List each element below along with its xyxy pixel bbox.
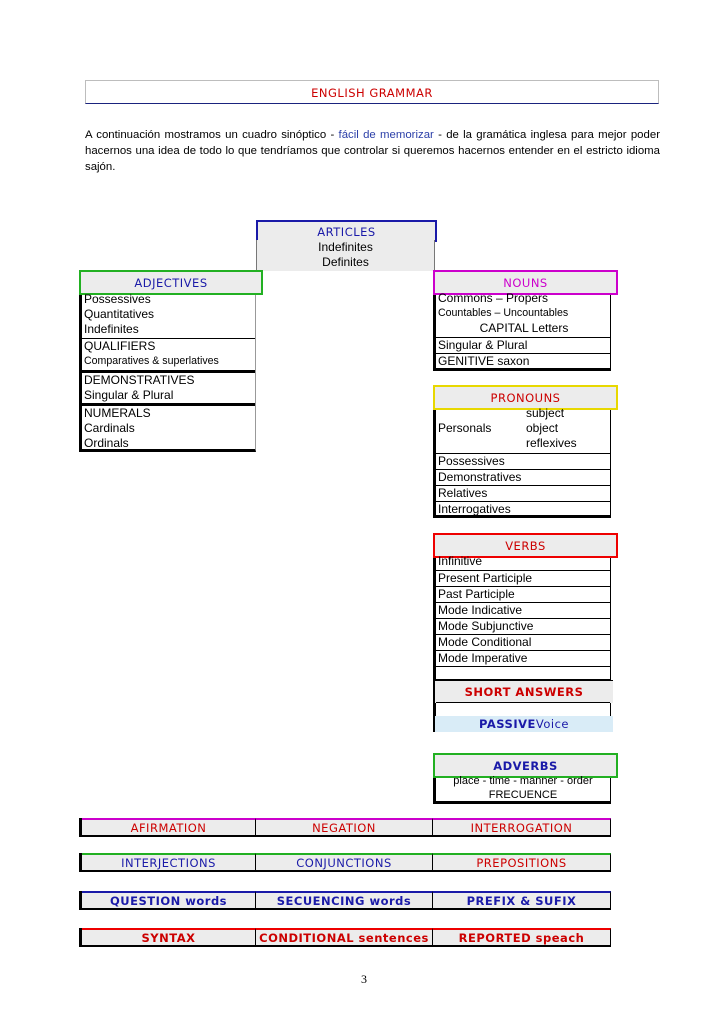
articles-header: ARTICLES — [256, 220, 437, 242]
pronouns-personal-item: reflexives — [526, 436, 577, 450]
nouns-item: CAPITAL Letters — [479, 321, 569, 335]
adjectives-item: Cardinals — [84, 421, 135, 435]
nouns-item: Countables – Uncountables — [438, 307, 569, 319]
pronouns-personal-item: object — [526, 421, 559, 435]
row-cell: PREFIX & SUFIX — [433, 891, 611, 908]
adverbs-line: FRECUENCE — [488, 789, 558, 801]
pronouns-row — [436, 453, 610, 469]
pronouns-personals — [436, 406, 610, 453]
verbs-box — [433, 533, 611, 682]
adjectives-item: Ordinals — [84, 436, 129, 450]
adjectives-item: Indefinites — [84, 322, 139, 336]
page-number: 3 — [361, 972, 367, 986]
adverbs-box — [433, 753, 611, 804]
row-cell: AFIRMATION — [82, 818, 256, 835]
verbs-row — [436, 570, 610, 586]
verbs-item: Mode Conditional — [438, 635, 532, 649]
row-cell: SECUENCING words — [256, 891, 433, 908]
nouns-item: Singular & Plural — [438, 338, 528, 352]
adjectives-group — [82, 291, 255, 338]
pronouns-row — [436, 501, 610, 515]
nouns-group — [436, 291, 610, 337]
verbs-header: VERBS — [433, 533, 618, 558]
verbs-row — [436, 602, 610, 618]
verbs-row — [436, 586, 610, 602]
row-cell: SYNTAX — [82, 928, 256, 945]
adjectives-item: Comparatives & superlatives — [84, 355, 219, 367]
row-cell: CONJUNCTIONS — [256, 853, 433, 870]
intro-text-2: - de la gramática inglesa para mejor poder hacernos una idea de todo lo que tendríamos que controlar si queremos hacernos entender en el estricto idioma sajón. — [85, 129, 660, 173]
verbs-item: Infinitive — [438, 554, 483, 568]
pronouns-personals-label: Personals — [438, 421, 492, 435]
adjectives-item: Quantitatives — [84, 307, 155, 321]
adjectives-item: Singular & Plural — [84, 388, 174, 402]
passive-voice-header — [435, 716, 613, 732]
bottom-row — [79, 928, 611, 947]
pronouns-item: Demonstratives — [438, 470, 522, 484]
pronouns-row — [436, 469, 610, 485]
verbs-item: Present Participle — [438, 571, 533, 585]
nouns-header: NOUNS — [433, 270, 618, 295]
adjectives-header: ADJECTIVES — [79, 270, 263, 295]
nouns-row — [436, 353, 610, 368]
articles-item: Indefinites — [318, 240, 373, 254]
verbs-row — [436, 634, 610, 650]
row-cell: REPORTED speach — [433, 928, 611, 945]
passive-voice-rest: Voice — [535, 717, 569, 731]
row-cell: INTERJECTIONS — [82, 853, 256, 870]
verbs-item: Mode Indicative — [438, 603, 523, 617]
pronouns-item: Relatives — [438, 486, 488, 500]
intro-highlight: fácil de memorizar — [338, 129, 434, 141]
bottom-row — [79, 891, 611, 910]
adjectives-group — [82, 338, 255, 370]
intro-paragraph — [85, 127, 660, 175]
bottom-row — [79, 818, 611, 837]
adjectives-group — [82, 403, 255, 450]
pronouns-header: PRONOUNS — [433, 385, 618, 410]
adverbs-body — [436, 774, 610, 802]
pronouns-box — [433, 385, 611, 518]
adjectives-item: DEMONSTRATIVES — [84, 373, 195, 387]
nouns-row — [436, 337, 610, 353]
intro-text-1: A continuación mostramos un cuadro sinóptico - — [85, 129, 339, 141]
document-title: ENGLISH GRAMMAR — [311, 86, 433, 100]
row-cell: NEGATION — [256, 818, 433, 835]
verbs-item: Mode Imperative — [438, 651, 528, 665]
adverbs-line: place - time - manner - order — [453, 775, 593, 787]
adjectives-item: Possessives — [84, 292, 151, 306]
pronouns-item: Possessives — [438, 454, 505, 468]
short-answers-box — [433, 680, 611, 732]
nouns-box — [433, 270, 611, 371]
articles-box — [256, 220, 433, 271]
verbs-row — [436, 554, 610, 570]
adjectives-box — [79, 270, 256, 452]
row-cell: INTERROGATION — [433, 818, 611, 835]
verbs-row — [436, 618, 610, 634]
short-answers-header: SHORT ANSWERS — [435, 680, 613, 703]
nouns-item: GENITIVE saxon — [438, 354, 530, 368]
row-cell: CONDITIONAL sentences — [256, 928, 433, 945]
pronouns-personal-item: subject — [526, 406, 565, 420]
adjectives-group — [82, 370, 255, 403]
row-cell: PREPOSITIONS — [433, 853, 611, 870]
pronouns-item: Interrogatives — [438, 502, 511, 516]
passive-voice-word: PASSIVE — [479, 717, 536, 731]
articles-item: Definites — [322, 255, 369, 269]
nouns-item: Commons – Propers — [438, 291, 549, 305]
verbs-item: Mode Subjunctive — [438, 619, 534, 633]
articles-body — [256, 240, 435, 271]
pronouns-row — [436, 485, 610, 501]
verbs-row-empty — [436, 666, 610, 679]
verbs-row — [436, 650, 610, 666]
adverbs-header: ADVERBS — [433, 753, 618, 778]
verbs-item: Past Participle — [438, 587, 515, 601]
adjectives-item: QUALIFIERS — [84, 339, 156, 353]
bottom-row — [79, 853, 611, 872]
adjectives-item: NUMERALS — [84, 406, 151, 420]
row-cell: QUESTION words — [82, 891, 256, 908]
document-title-bar — [85, 80, 659, 104]
